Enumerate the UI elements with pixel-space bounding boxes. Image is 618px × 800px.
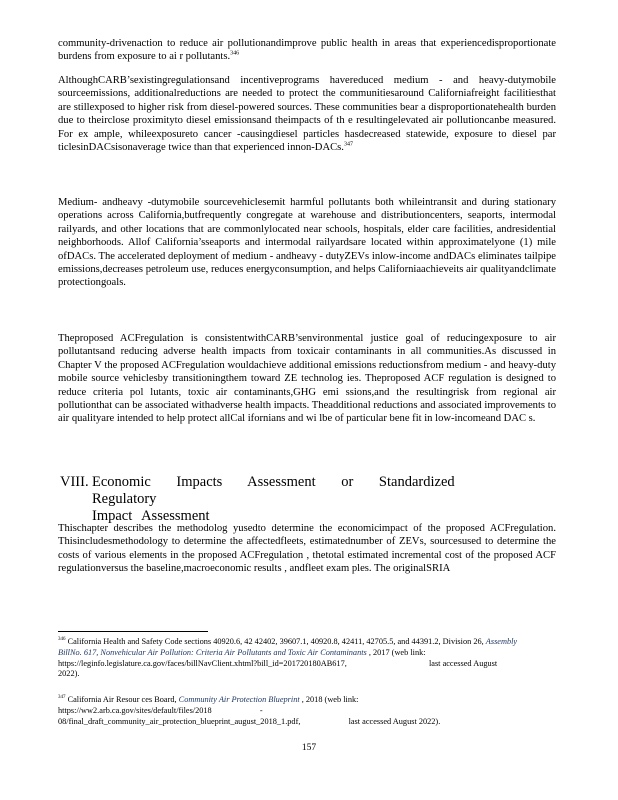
paragraph-text: Theproposed ACFregulation is consistentwithCARB’senvironmental justice goal of reducingexposure to air pollutantsand reducing adverse health impacts from toxicair contaminants in all communities.As discussed in Chapter V the proposed ACFregulation wouldachieve additional emissions reductionsfrom medium - and heavy-duty mobile source vehiclesby transitioningthem toward ZE technolog ies. Theproposed ACF regulation is designed to reduce criteria pol lutants, toxic air contaminants,GHG emi ssions,and the resultingrisk from regional air pollutionthat can be associated withadverse health impacts. Theadditional reductions and associated improvements to air qualityare intended to help protect allCal ifornians and wi lbe of particular bene fit in low-incomeand DAC s. xyxy=(58,333,556,425)
section-title-line2: Impact Assessment xyxy=(92,508,210,524)
footnote-ref-346[interactable]: 346 xyxy=(230,50,240,57)
paragraph-intro-continued xyxy=(58,37,556,64)
paragraph-carb-regulations xyxy=(58,74,556,154)
footnote-accessed: last accessed August xyxy=(428,658,498,668)
footnote-346 xyxy=(58,637,538,680)
paragraph-text: Thischapter describes the methodolog yusedto determine the economicimpact of the proposed ACFregulation. Thisincludesmethodology to determine the affectedfleets, estimatednumber of ZEVs, sourcesused to determine the costs of various elements in the proposed ACFregulation , thetotal estimated incremental cost of the proposed ACF regulationversus the baseline,macroeconomic results , andfleet exam ples. The originalSRIA xyxy=(58,523,556,575)
paragraph-text: AlthoughCARB’sexistingregulationsand incentiveprograms havereduced medium - and heavy-dutymobile sourceemissions, additionalreductions are needed to protect the communitiesaround Californiafreight facilitiesthat are stillexposed to higher risk from diesel-powered sources. These communities bear a disproportionatehealth burden due to theirclose proximityto diesel emissionsand theimpacts of th e resultingelevated air pollutioncanbe measured. For ex ample, whileexposureto cancer -causingdiesel particles hasdecreased statewide, exposure to diesel par ticlesinDACsisonaverage twice than that experienced innon-DACs. xyxy=(58,75,556,154)
section-number: VIII. xyxy=(60,474,89,490)
footnote-ref-347[interactable]: 347 xyxy=(343,141,353,148)
footnote-347 xyxy=(58,695,538,727)
footnote-accessed: last accessed August 2022). xyxy=(348,716,441,726)
footnote-text-b: , 2018 (web link: xyxy=(301,695,359,704)
footnote-text-b: , 2017 (web link: xyxy=(368,647,426,657)
footnote-dash: - xyxy=(259,705,263,715)
page-number: 157 xyxy=(301,743,317,753)
footnote-link[interactable]: https://leginfo.legislature.ca.gov/faces/billNavClient.xhtml?bill_id=201720180AB617, xyxy=(58,658,347,668)
footnote-link[interactable]: https://ww2.arb.ca.gov/sites/default/files/2018 xyxy=(58,705,212,715)
section-heading xyxy=(60,474,530,525)
paragraph-chapter-description xyxy=(58,522,556,576)
paragraph-text: community-drivenaction to reduce air pollutionandimprove public health in areas that experiencedisproportionate burdens from exposure to ai r pollutants. xyxy=(58,38,556,63)
footnote-italic-title: Community Air Protection Blueprint xyxy=(178,695,300,704)
footnote-year: 2022). xyxy=(58,669,80,679)
paragraph-acf-regulation xyxy=(58,332,556,426)
paragraph-medium-heavy-duty xyxy=(58,196,556,290)
footnote-number: 346 xyxy=(58,637,66,643)
footnote-link-continued[interactable]: 08/final_draft_community_air_protection_blueprint_august_2018_1.pdf, xyxy=(58,716,301,726)
footnote-text: California Health and Safety Code sections 40920.6, 42 42402, 39607.1, 40920.8, 42411, 42705.5, and 44391.2, Division 26, xyxy=(67,637,484,646)
footnote-number: 347 xyxy=(58,695,66,701)
footnote-text: California Air Resour ces Board, xyxy=(67,695,177,704)
paragraph-text: Medium- andheavy -dutymobile sourcevehiclesemit harmful pollutants both whileintransit and during stationary operations across California,butfrequently congregate at warehouse and distributioncenters, seaports, intermodal railyards, and other locations that are commonlylocated near schools, hospitals, elder care facilities, andresidential neighborhoods. Allof California’sseaports and intermodal railyardsare located within approximatelyone (1) mile ofDACs. The accelerated deployment of medium - andheavy - dutyZEVs inlow-income andDACs eliminates tailpipe emissions,decreases petroleum use, reduces energyconsumption, and helps Californiaachieveits air qualityandclimate protectiongoals. xyxy=(58,197,556,289)
footnote-divider xyxy=(58,631,208,632)
footnote-italic-title: Assembly BillNo. 617, Nonvehicular Air Pollution: Criteria Air Pollutants and Toxic Air Contaminants xyxy=(58,637,518,657)
section-title-line1: Economic Impacts Assessment or Standardized Regulatory xyxy=(92,474,455,507)
